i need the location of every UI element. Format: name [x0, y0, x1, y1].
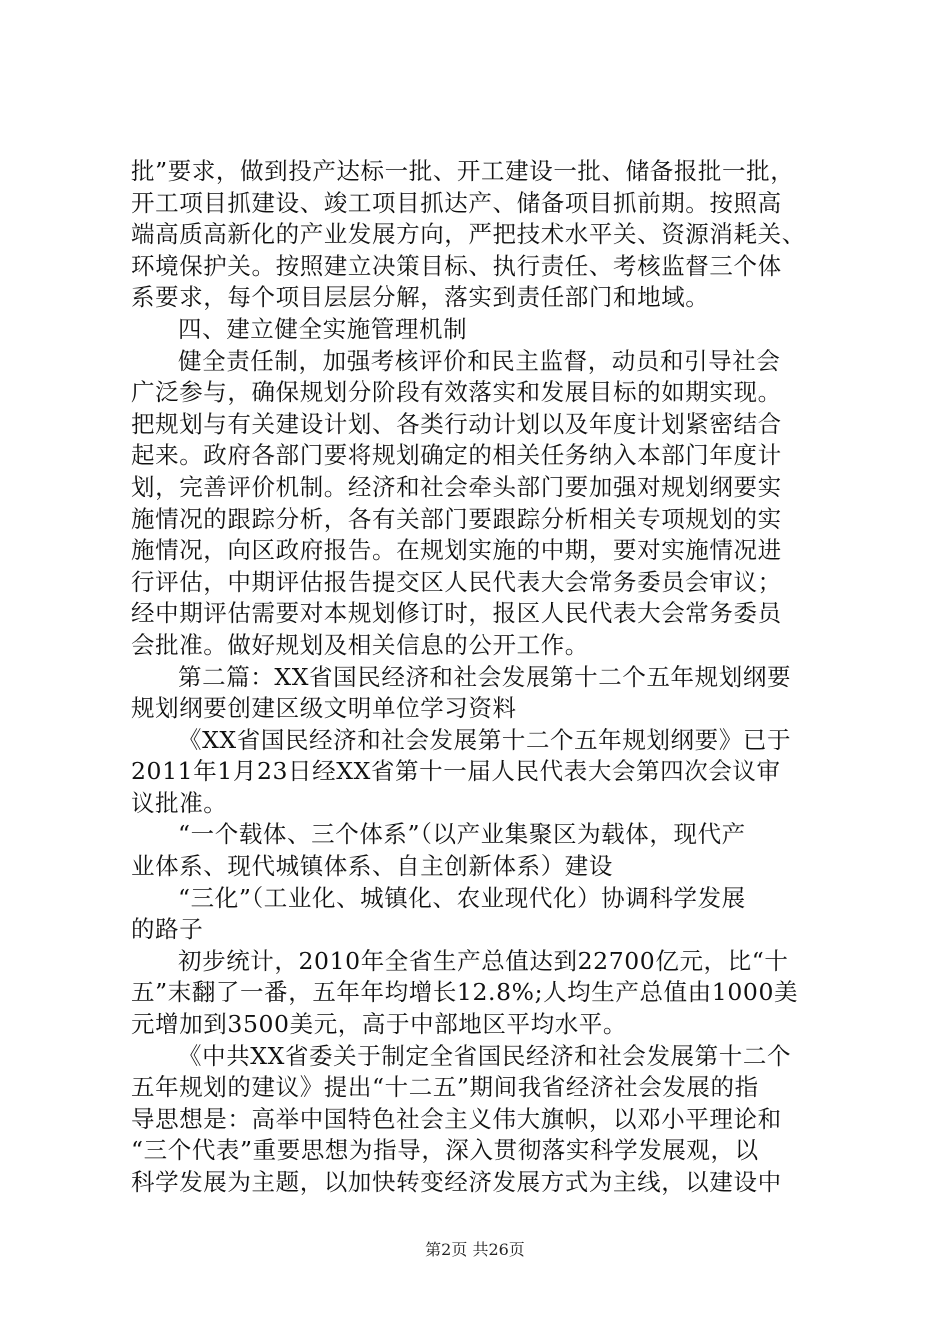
page-number-footer: 第2页 共26页 — [425, 1240, 525, 1259]
text-line: 五年规划的建议》提出“十二五”期间我省经济社会发展的指 — [131, 1073, 759, 1102]
text-line: “三个代表”重要思想为指导，深入贯彻落实科学发展观，以 — [131, 1136, 759, 1165]
text-line: 科学发展为主题，以加快转变经济发展方式为主线，以建设中 — [131, 1168, 782, 1196]
section-heading: 四、建立健全实施管理机制 — [178, 314, 468, 343]
text-line: 开工项目抓建设、竣工项目抓达产、储备项目抓前期。按照高 — [131, 188, 782, 217]
chapter-heading: 第二篇：XX省国民经济和社会发展第十二个五年规划纲要 — [178, 662, 792, 691]
text-line: 的路子 — [131, 915, 204, 944]
text-line: 系要求，每个项目层层分解，落实到责任部门和地域。 — [131, 283, 710, 312]
text-line: 行评估，中期评估报告提交区人民代表大会常务委员会审议； — [131, 567, 782, 596]
text-line: 健全责任制，加强考核评价和民主监督，动员和引导社会 — [178, 346, 781, 375]
text-line: 2011年1月23日经XX省第十一届人民代表大会第四次会议审 — [131, 757, 781, 786]
text-line: 环境保护关。按照建立决策目标、执行责任、考核监督三个体 — [131, 251, 782, 280]
text-line: 广泛参与，确保规划分阶段有效落实和发展目标的如期实现。 — [131, 378, 782, 407]
text-line: 会批准。做好规划及相关信息的公开工作。 — [131, 630, 589, 659]
text-line: 五”末翻了一番，五年年均增长12.8%;人均生产总值由1000美 — [131, 978, 799, 1007]
text-line: 导思想是：高举中国特色社会主义伟大旗帜，以邓小平理论和 — [131, 1104, 782, 1133]
text-line: 议批准。 — [131, 788, 228, 817]
text-line: 施情况的跟踪分析，各有关部门要跟踪分析相关专项规划的实 — [131, 504, 782, 533]
text-line: 规划纲要创建区级文明单位学习资料 — [131, 694, 517, 723]
text-line: 《中共XX省委关于制定全省国民经济和社会发展第十二个 — [178, 1041, 792, 1070]
text-line: 把规划与有关建设计划、各类行动计划以及年度计划紧密结合 — [131, 409, 782, 438]
document-body — [131, 156, 831, 1199]
text-line: 批”要求，做到投产达标一批、开工建设一批、储备报批一批， — [131, 157, 795, 185]
text-line: 元增加到3500美元，高于中部地区平均水平。 — [131, 1010, 628, 1039]
text-line: 《XX省国民经济和社会发展第十二个五年规划纲要》已于 — [178, 725, 792, 754]
text-line: 划，完善评价机制。经济和社会牵头部门要加强对规划纲要实 — [131, 472, 782, 501]
text-line: 端高质高新化的产业发展方向，严把技术水平关、资源消耗关、 — [131, 220, 806, 249]
text-line: “三化”（工业化、城镇化、农业现代化）协调科学发展 — [178, 883, 746, 912]
text-line: 起来。政府各部门要将规划确定的相关任务纳入本部门年度计 — [131, 441, 782, 470]
text-line: 经中期评估需要对本规划修订时，报区人民代表大会常务委员 — [131, 599, 782, 628]
text-line: 业体系、现代城镇体系、自主创新体系）建设 — [131, 852, 613, 881]
text-line: 初步统计，2010年全省生产总值达到22700亿元，比“十 — [178, 946, 789, 975]
text-line: 施情况，向区政府报告。在规划实施的中期，要对实施情况进 — [131, 536, 782, 565]
text-line: “一个载体、三个体系”（以产业集聚区为载体，现代产 — [178, 820, 746, 849]
